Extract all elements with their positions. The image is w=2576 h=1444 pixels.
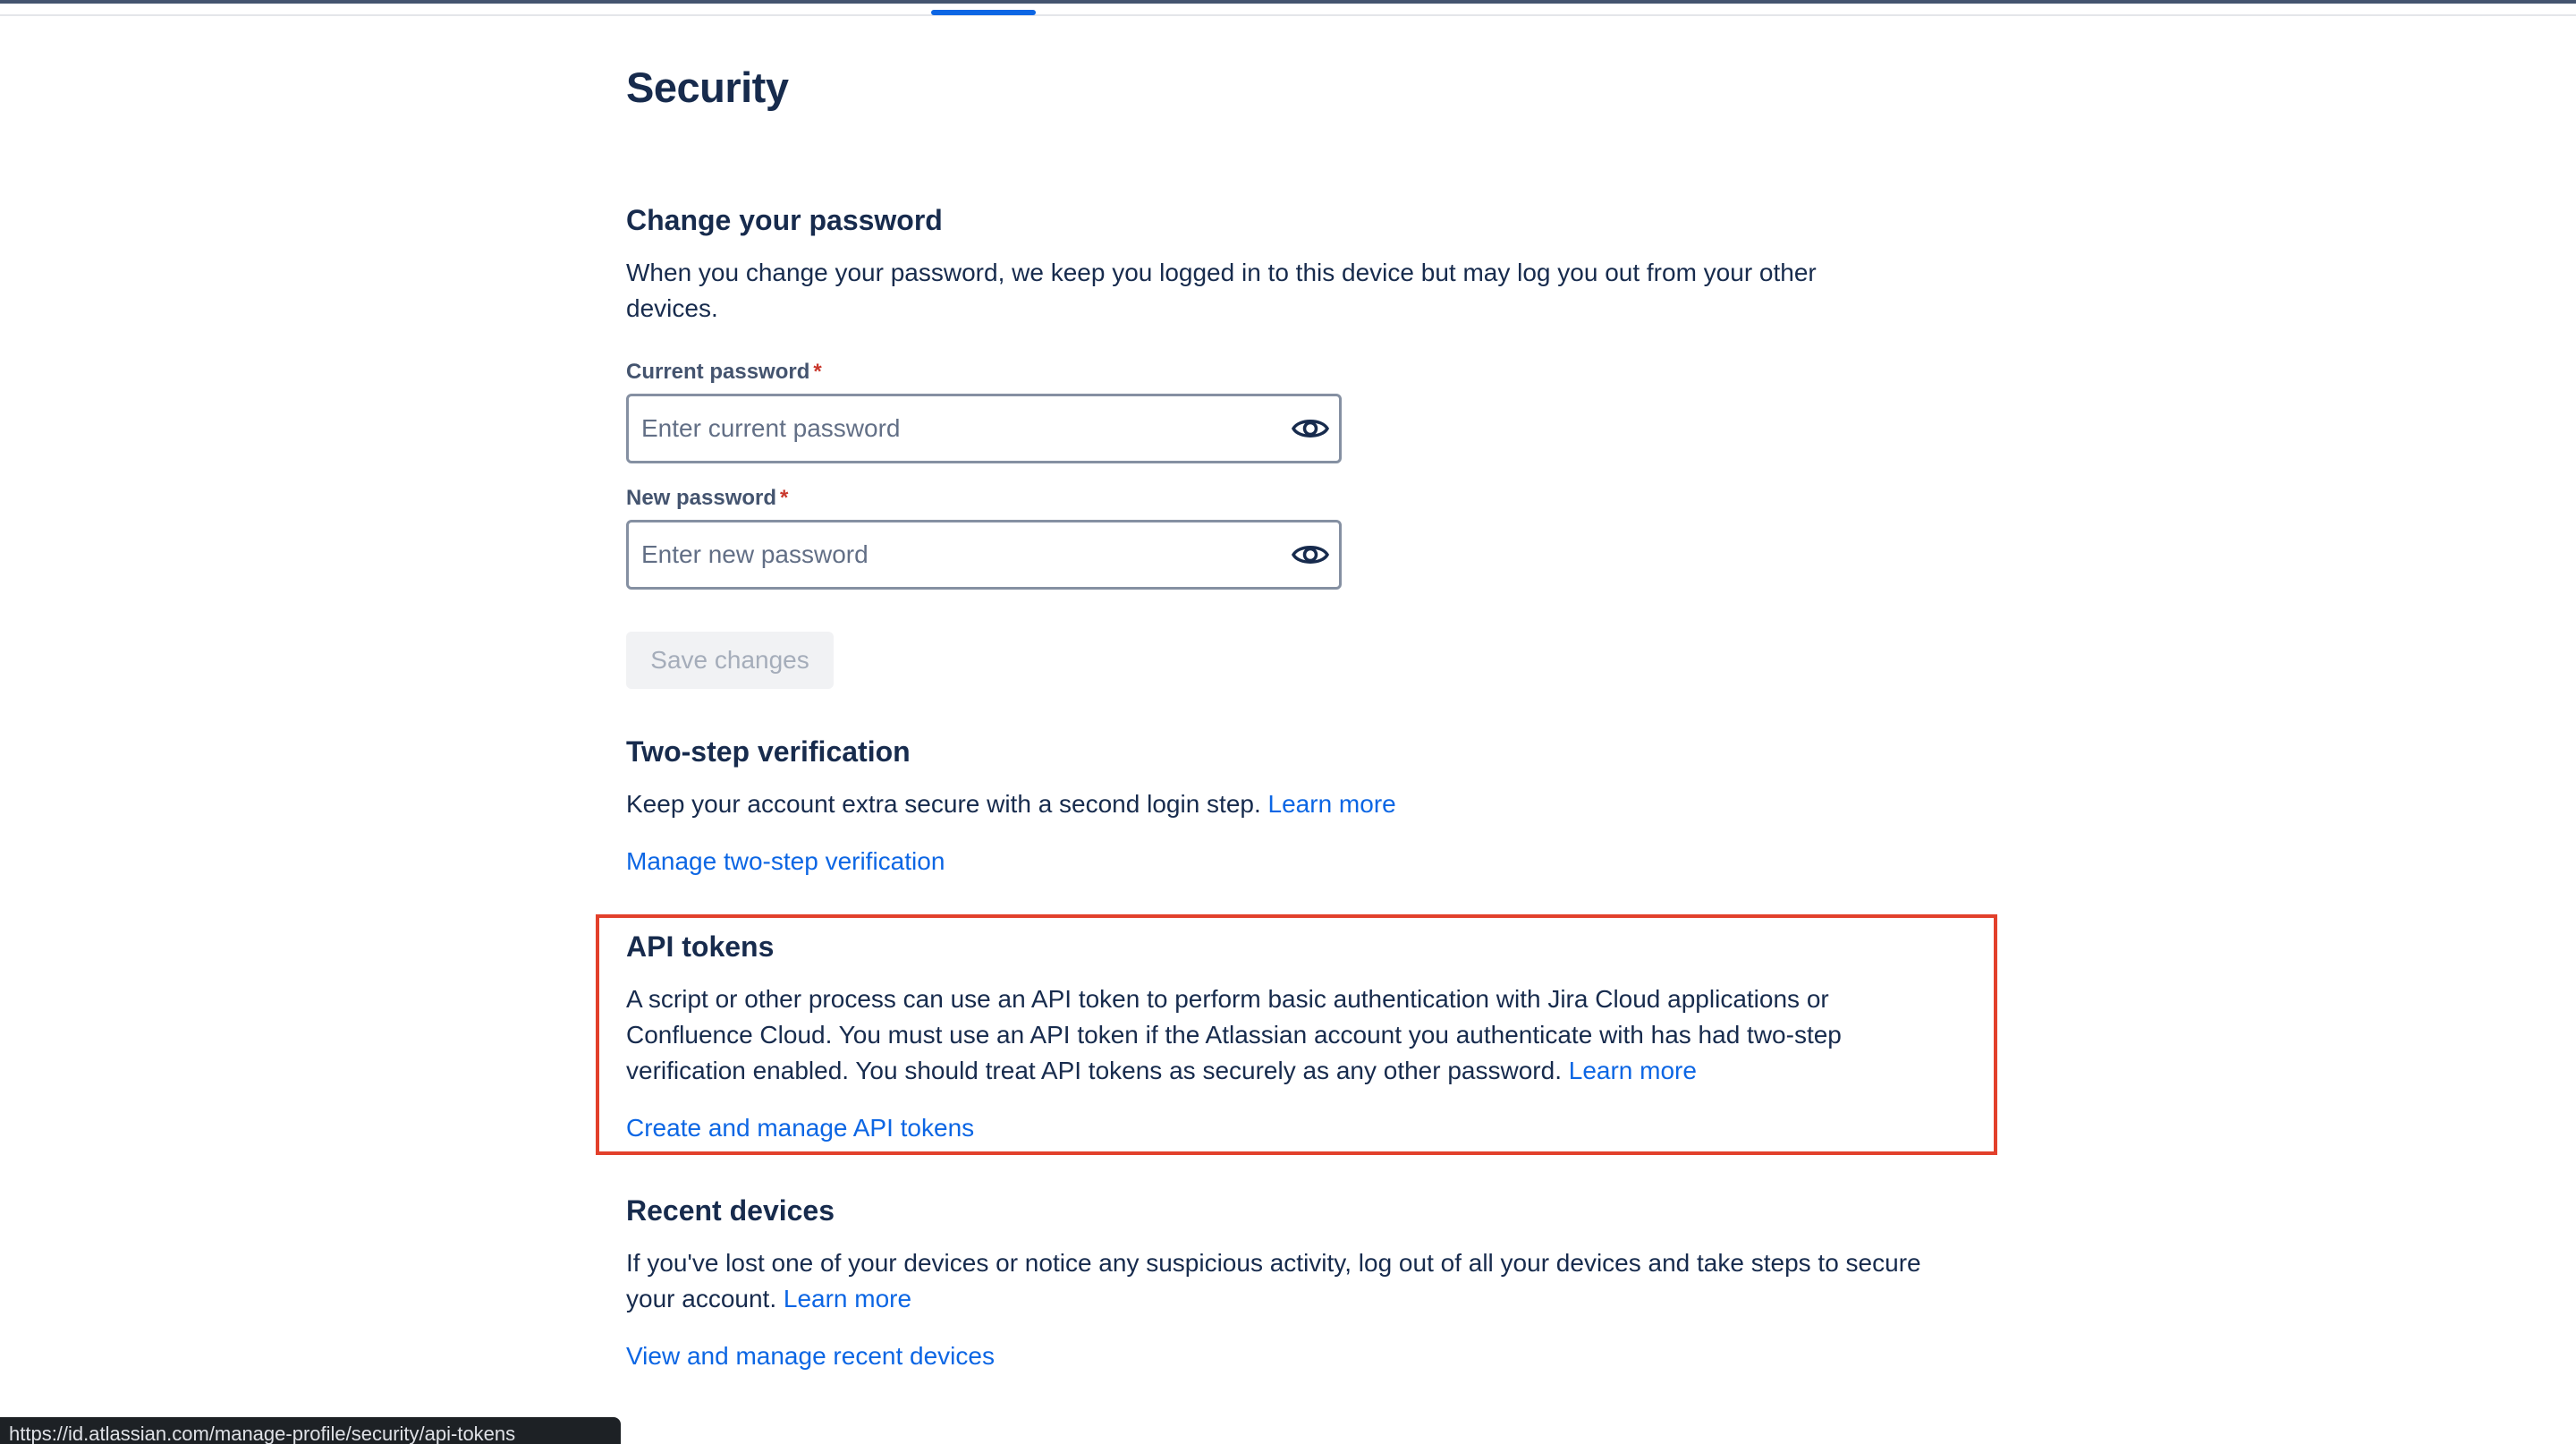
recent-devices-manage-row bbox=[626, 1338, 1959, 1374]
current-password-input[interactable] bbox=[641, 396, 1267, 461]
recent-devices-learn-more-link[interactable]: Learn more bbox=[783, 1285, 912, 1312]
top-border bbox=[0, 0, 2576, 4]
change-password-section bbox=[626, 204, 1959, 327]
manage-two-step-link[interactable]: Manage two-step verification bbox=[626, 847, 945, 875]
view-manage-recent-devices-link[interactable]: View and manage recent devices bbox=[626, 1342, 995, 1370]
new-password-label-text: New password bbox=[626, 486, 777, 510]
api-tokens-description-text: A script or other process can use an API token to perform basic authentication with Jira Cloud applications or Confluence Cloud. You must use an API token if the Atlassian account you authenticate with has had two-step verification enabled. You should treat API tokens as securely as any other password. bbox=[626, 985, 1842, 1084]
required-marker: * bbox=[780, 486, 789, 510]
new-password-label bbox=[626, 486, 788, 511]
change-password-description: When you change your password, we keep you logged in to this device but may log you out from your other devices. bbox=[626, 259, 1817, 322]
browser-status-bar: https://id.atlassian.com/manage-profile/security/api-tokens bbox=[0, 1417, 621, 1444]
create-manage-api-tokens-link[interactable]: Create and manage API tokens bbox=[626, 1114, 975, 1142]
new-password-input[interactable] bbox=[641, 522, 1267, 587]
current-password-field[interactable] bbox=[626, 394, 1342, 463]
eye-icon[interactable] bbox=[1291, 537, 1330, 573]
recent-devices-section bbox=[626, 1194, 1959, 1374]
two-step-heading: Two-step verification bbox=[626, 735, 911, 768]
api-tokens-highlight-box bbox=[596, 914, 1997, 1155]
two-step-description-text: Keep your account extra secure with a second login step. bbox=[626, 790, 1261, 818]
active-tab-indicator bbox=[931, 10, 1036, 15]
two-step-section bbox=[626, 735, 1959, 879]
eye-icon[interactable] bbox=[1291, 411, 1330, 446]
two-step-manage-row bbox=[626, 844, 1959, 879]
recent-devices-description-text: If you've lost one of your devices or notice any suspicious activity, log out of all your devices and take steps to secure your account. bbox=[626, 1249, 1921, 1312]
required-marker: * bbox=[813, 360, 822, 384]
recent-devices-description bbox=[626, 1245, 1932, 1317]
tab-divider bbox=[0, 14, 2576, 16]
api-tokens-learn-more-link[interactable]: Learn more bbox=[1568, 1057, 1697, 1084]
change-password-heading: Change your password bbox=[626, 204, 943, 236]
api-tokens-heading: API tokens bbox=[626, 930, 775, 963]
new-password-field[interactable] bbox=[626, 520, 1342, 590]
save-changes-button[interactable]: Save changes bbox=[626, 632, 834, 689]
recent-devices-heading: Recent devices bbox=[626, 1194, 835, 1227]
current-password-label bbox=[626, 360, 822, 385]
two-step-description bbox=[626, 786, 1959, 822]
two-step-learn-more-link[interactable]: Learn more bbox=[1267, 790, 1396, 818]
current-password-label-text: Current password bbox=[626, 360, 810, 384]
page-title: Security bbox=[626, 64, 789, 111]
